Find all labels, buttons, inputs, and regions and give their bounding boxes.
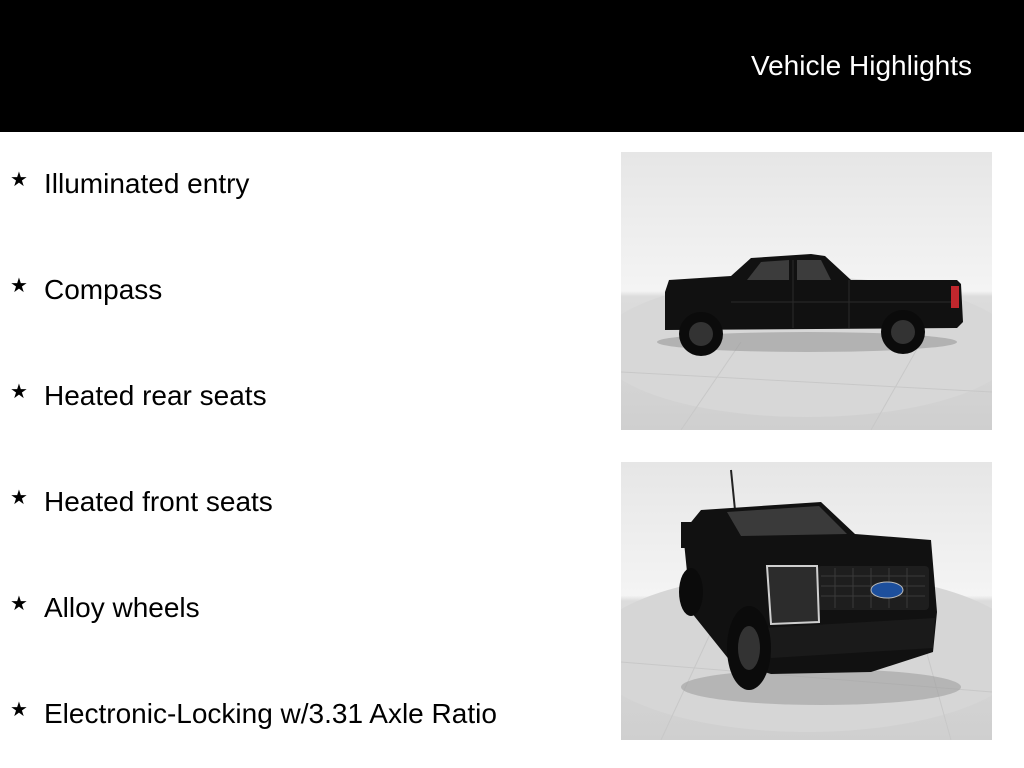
star-icon: ★: [10, 487, 28, 509]
highlight-label: Compass: [44, 274, 163, 305]
list-item: [10, 376, 267, 416]
star-icon: ★: [10, 593, 28, 615]
list-item: [10, 482, 273, 522]
star-icon: ★: [10, 169, 28, 191]
star-icon: ★: [10, 699, 28, 721]
highlight-label: Illuminated entry: [44, 168, 250, 199]
truck-front-view-photo: [621, 462, 992, 740]
highlight-label: Electronic-Locking w/3.31 Axle Ratio: [44, 698, 497, 729]
list-item: [10, 694, 497, 734]
page-title: Vehicle Highlights: [750, 50, 972, 81]
list-item: [10, 270, 162, 310]
highlight-label: Heated rear seats: [44, 380, 267, 411]
highlight-label: Heated front seats: [44, 486, 273, 517]
highlight-label: Alloy wheels: [44, 592, 200, 623]
star-icon: ★: [10, 381, 28, 403]
star-icon: ★: [10, 275, 28, 297]
list-item: [10, 588, 200, 628]
header-bar: [0, 0, 1024, 132]
truck-side-view-photo: [621, 152, 992, 430]
list-item: [10, 164, 249, 204]
